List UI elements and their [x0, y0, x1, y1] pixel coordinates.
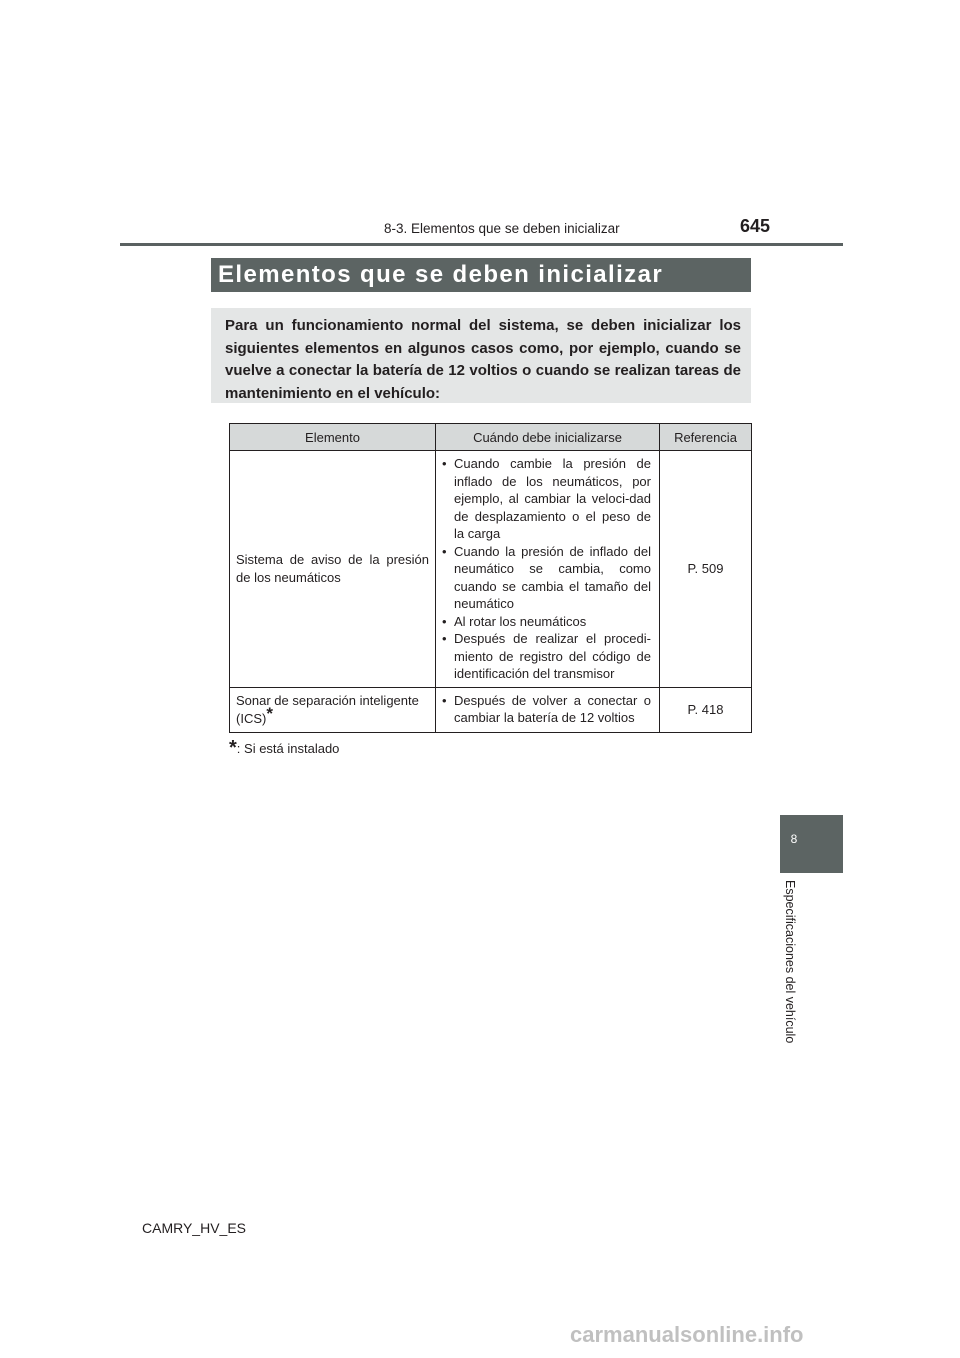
condition-item: • Después de realizar el procedi-miento de registro del código de identificación del transmisor	[442, 630, 651, 683]
condition-item: • Cuando cambie la presión de inflado de los neumáticos, por ejemplo, al cambiar la veloci-dad de desplazamiento o el peso de la carga	[442, 455, 651, 543]
cell-when	[436, 687, 660, 732]
intro-box	[211, 308, 751, 403]
watermark: carmanualsonline.info	[570, 1322, 804, 1347]
cell-when	[436, 451, 660, 688]
column-header-reference: Referencia	[660, 424, 752, 451]
element-name: Sonar de separación inteligente (ICS)	[236, 692, 419, 726]
condition-list	[442, 455, 651, 683]
footnote-star: *	[229, 737, 237, 759]
condition-item: • Al rotar los neumáticos	[442, 613, 651, 631]
intro-text: Para un funcionamiento normal del sistema, se deben inicializar los siguientes elementos en algunos casos como, por ejemplo, cuando se vuelve a conectar la batería de 12 voltios o cuando se realizan tareas de mantenimiento en el vehículo:	[225, 317, 741, 402]
condition-item: • Después de volver a conectar o cambiar la batería de 12 voltios	[442, 692, 651, 727]
table-row	[230, 687, 752, 732]
cell-element	[230, 687, 436, 732]
header-divider	[120, 243, 843, 246]
cell-element	[230, 451, 436, 688]
cell-reference	[660, 687, 752, 732]
condition-item: • Cuando la presión de inflado del neumático se cambia, como cuando se cambia el tamaño del neumático	[442, 543, 651, 613]
page-reference: P. 418	[687, 702, 724, 717]
chapter-label-wrap	[783, 880, 811, 1055]
running-header: 8-3. Elementos que se deben inicializar	[384, 221, 620, 236]
footnote-text: : Si está instalado	[236, 741, 340, 756]
table-row	[230, 451, 752, 688]
column-header-when: Cuándo debe inicializarse	[436, 424, 660, 451]
document-code: CAMRY_HV_ES	[142, 1220, 247, 1236]
chapter-tab	[780, 815, 843, 873]
section-title: Elementos que se deben inicializar	[218, 261, 664, 288]
element-name: Sistema de aviso de la presión de los neumáticos	[236, 551, 429, 585]
page-number: 645	[740, 216, 771, 236]
footnote-mark: *	[266, 703, 273, 723]
chapter-number: 8	[790, 832, 798, 846]
initialization-table	[229, 423, 752, 733]
footnote	[229, 737, 339, 760]
condition-list	[442, 692, 651, 727]
cell-reference	[660, 451, 752, 688]
chapter-label: Especificaciones del vehículo	[783, 880, 797, 1044]
column-header-element: Elemento	[230, 424, 436, 451]
section-title-bar	[211, 258, 751, 292]
table-header-row	[230, 424, 752, 451]
page-reference: P. 509	[687, 561, 724, 577]
